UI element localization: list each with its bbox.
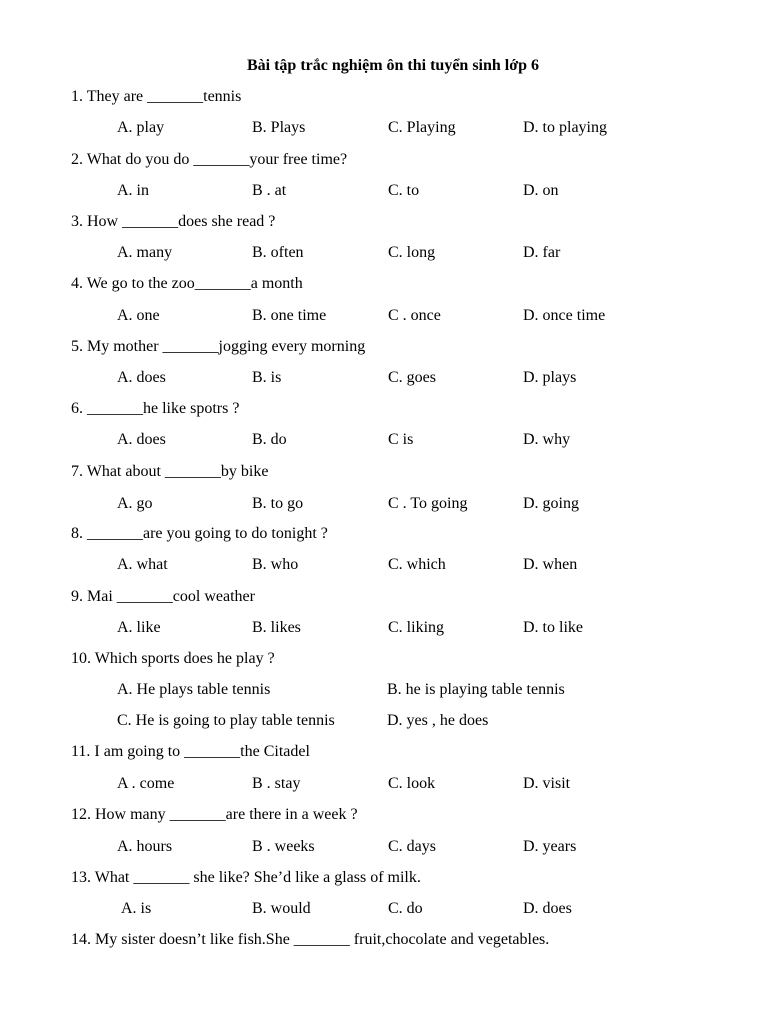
option-6d: D. why xyxy=(523,431,571,448)
option-7b: B. to go xyxy=(252,495,304,512)
option-10b: B. he is playing table tennis xyxy=(387,681,565,698)
option-6c: C is xyxy=(388,431,414,448)
option-3c: C. long xyxy=(388,244,436,261)
option-1d: D. to playing xyxy=(523,119,607,136)
option-5a: A. does xyxy=(117,369,166,386)
option-10c: C. He is going to play table tennis xyxy=(117,712,335,729)
option-13d: D. does xyxy=(523,900,572,917)
option-11d: D. visit xyxy=(523,775,571,792)
option-8c: C. which xyxy=(388,556,446,573)
question-11: 11. I am going to _______the Citadel xyxy=(71,743,310,760)
option-13a: A. is xyxy=(121,900,152,917)
option-8d: D. when xyxy=(523,556,578,573)
question-8: 8. _______are you going to do tonight ? xyxy=(71,525,328,542)
option-9b: B. likes xyxy=(252,619,301,636)
option-2c: C. to xyxy=(388,182,420,199)
option-3b: B. often xyxy=(252,244,304,261)
option-1c: C. Playing xyxy=(388,119,456,136)
option-5d: D. plays xyxy=(523,369,577,386)
question-9: 9. Mai _______cool weather xyxy=(71,588,255,605)
option-13c: C. do xyxy=(388,900,423,917)
option-12a: A. hours xyxy=(117,838,173,855)
question-7: 7. What about _______by bike xyxy=(71,463,269,480)
option-6b: B. do xyxy=(252,431,287,448)
option-5c: C. goes xyxy=(388,369,436,386)
option-12d: D. years xyxy=(523,838,577,855)
option-11b: B . stay xyxy=(252,775,301,792)
question-10: 10. Which sports does he play ? xyxy=(71,650,275,667)
option-3d: D. far xyxy=(523,244,561,261)
option-7a: A. go xyxy=(117,495,153,512)
worksheet-title: Bài tập trắc nghiệm ôn thi tuyển sinh lớp 6 xyxy=(246,57,539,74)
option-11a: A . come xyxy=(117,775,175,792)
question-14: 14. My sister doesn’t like fish.She _______ fruit,chocolate and vegetables. xyxy=(71,931,550,948)
option-8a: A. what xyxy=(117,556,168,573)
option-4b: B. one time xyxy=(252,307,327,324)
question-5: 5. My mother _______jogging every morning xyxy=(71,338,366,355)
option-2a: A. in xyxy=(117,182,149,199)
question-13: 13. What _______ she like? She’d like a glass of milk. xyxy=(71,869,421,886)
option-10a: A. He plays table tennis xyxy=(117,681,271,698)
option-3a: A. many xyxy=(117,244,173,261)
option-2d: D. on xyxy=(523,182,559,199)
option-13b: B. would xyxy=(252,900,311,917)
option-4a: A. one xyxy=(117,307,160,324)
question-12: 12. How many _______are there in a week ? xyxy=(71,806,358,823)
option-12b: B . weeks xyxy=(252,838,315,855)
option-11c: C. look xyxy=(388,775,436,792)
option-4c: C . once xyxy=(388,307,441,324)
question-1: 1. They are _______tennis xyxy=(71,88,242,105)
option-2b: B . at xyxy=(252,182,287,199)
option-7d: D. going xyxy=(523,495,579,512)
option-10d: D. yes , he does xyxy=(387,712,489,729)
option-8b: B. who xyxy=(252,556,299,573)
question-4: 4. We go to the zoo_______a month xyxy=(71,275,303,292)
option-9a: A. like xyxy=(117,619,161,636)
option-12c: C. days xyxy=(388,838,436,855)
question-6: 6. _______he like spotrs ? xyxy=(71,400,240,417)
question-3: 3. How _______does she read ? xyxy=(71,213,276,230)
option-4d: D. once time xyxy=(523,307,606,324)
option-6a: A. does xyxy=(117,431,166,448)
question-2: 2. What do you do _______your free time? xyxy=(71,151,348,168)
option-1a: A. play xyxy=(117,119,165,136)
option-9d: D. to like xyxy=(523,619,583,636)
option-1b: B. Plays xyxy=(252,119,306,136)
option-5b: B. is xyxy=(252,369,282,386)
option-7c: C . To going xyxy=(388,495,468,512)
option-9c: C. liking xyxy=(388,619,445,636)
